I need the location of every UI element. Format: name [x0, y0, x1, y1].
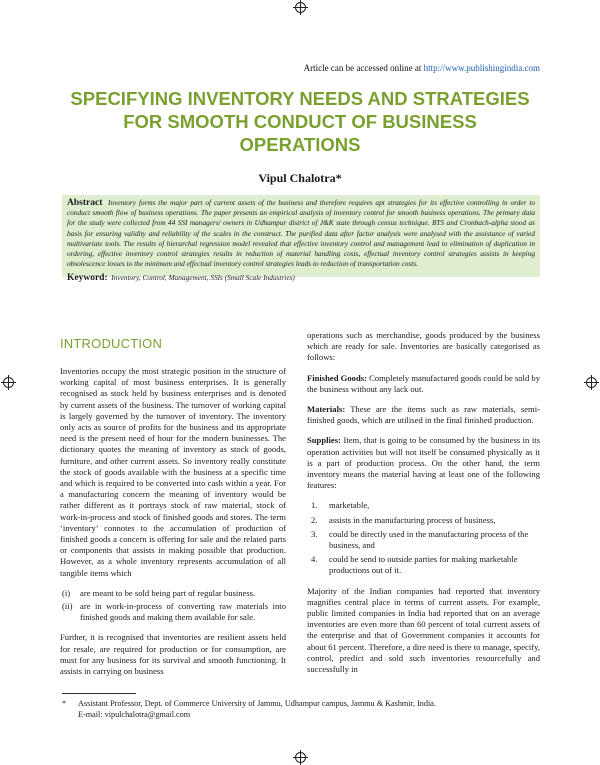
list-marker: 2.: [311, 514, 318, 525]
list-item: [60, 588, 286, 599]
footnote-affiliation-line: [62, 698, 436, 709]
list-item-text: assists in the manufacturing process of business,: [329, 514, 496, 525]
list-marker: (ii): [62, 601, 73, 612]
keyword-label: Keyword:: [67, 273, 108, 284]
list-item-text: marketable,: [329, 500, 370, 511]
list-marker: 4.: [311, 554, 318, 565]
materials-label: Materials:: [307, 404, 346, 415]
registration-mark-right: [586, 377, 597, 388]
paper-title: SPECIFYING INVENTORY NEEDS AND STRATEGIES FOR SMOOTH CONDUCT OF BUSINESS OPERATIONS: [70, 88, 530, 155]
author-name: Vipul Chalotra*: [258, 171, 342, 185]
supplies-text: Item, that is going to be consumed by the business in its operation activities but will not itself be consumed physically as it is a part of production process. On the other hand, the term inventory means the material having at least one of the following features:: [307, 435, 540, 491]
section-heading-introduction: INTRODUCTION: [60, 336, 163, 351]
finished-goods-text: Completely manufactured goods could be sold by the business without any lack out.: [307, 372, 540, 394]
list-item-text: could be send to outside parties for making marketable productions out of it.: [329, 554, 518, 576]
list-marker: 1.: [311, 500, 318, 511]
list-item-text: are in work-in-process of converting raw materials into finished goods and making them available for sale.: [80, 601, 286, 623]
list-item: [60, 601, 286, 623]
right-paragraph-2: Majority of the Indian companies had reported that inventory magnifies central place in terms of current assets. For example, public limited companies in India had reported that on an average inventories are even more than 60 percent of total current assets of the enterprise and that of Government companies it accounts for about 61 percent. Therefore, a dire need is there to manage, specify, control, predict and sold such inventories resourcefully and successfully in: [307, 585, 540, 675]
numbered-list: [307, 500, 540, 576]
left-column: [60, 330, 286, 686]
list-marker: (i): [62, 587, 71, 598]
right-paragraph-1: operations such as merchandise, goods produced by the business which are ready for sale. Inventories are basically categorised as follows:: [307, 330, 540, 363]
footnote-affiliation: Assistant Professor, Dept. of Commerce University of Jammu, Udhampur campus, Jammu & Kashmir, India.: [78, 699, 436, 708]
registration-mark-left: [3, 377, 14, 388]
abstract-text: Inventory forms the major part of current assets of the business and therefore requires apt strategies for its effective controlling in order to conduct smooth flow of business operations. The paper presents an empirical analysis of inventory control for smooth business operations. The primary data for the study were collected from 44 SSI managers/ owners in Udhampur district of J&K state through census technique. BTS and Cronbach-alpha stood as basis for ensuring validity and reliability of the scales in the construct. The purified data after factor analysis were analysed with the assistance of varied multivariate tools. The results of hierarchal regression model revealed that effective inventory control and management lead to elimination of duplication in ordering, effective inventory control strategies results in reduction of material handling costs, effectual inventory control strategies assists in keeping obsolescence losses to the minimum and effectual inventory control strategies leads to reduction of transportation costs.: [67, 198, 535, 269]
intro-paragraph-1: Inventories occupy the most strategic position in the structure of working capital of most business enterprises. It is generally recognised as stock held by business enterprises and is denoted by current assets of the business. The turnover of working capital is largely governed by the turnover of inventory. The inventory only acts as source of profits for the business and its appropriate need is the present need of hour for the modern businesses. The dictionary quotes the meaning of inventory as stock of goods, furniture, and other current assets. So inventory really constitute the stock of goods available with the business at a specific time and which is required to be converted into cash within a year. For a manufacturing concern the meaning of inventory would be rather different as it portrays stock of raw material, stock of work-in-process and stock of finished goods and stores. The term ‘inventory’ connotes to the accumulation of production of finished goods a concern is offering for sale and the related parts or components that assists in making possible that production. However, as a whole inventory represents accumulation of all tangible items which: [60, 366, 286, 578]
list-item: [307, 554, 540, 576]
list-marker: 3.: [311, 528, 318, 539]
footnote: [62, 698, 436, 720]
materials-paragraph: [307, 404, 540, 426]
finished-goods-label: Finished Goods:: [307, 372, 367, 383]
list-item: [307, 529, 540, 551]
list-item-text: are meant to be sold being part of regular business.: [80, 587, 256, 598]
finished-goods-paragraph: [307, 373, 540, 395]
roman-list: [60, 588, 286, 624]
right-column: [307, 330, 540, 684]
footnote-email[interactable]: E-mail: vipulchalotra@gmail.com: [78, 710, 191, 719]
materials-text: These are the items such as raw materials, semi-finished goods, which are utilised in the final finished production.: [307, 404, 540, 426]
supplies-paragraph: [307, 435, 540, 491]
keyword-paragraph: [67, 273, 535, 283]
list-item: [307, 500, 540, 511]
access-prefix: Article can be accessed online at: [303, 63, 422, 73]
list-item-text: could be directly used in the manufacturing process of the business, and: [329, 528, 529, 551]
abstract-label: Abstract: [67, 198, 103, 208]
footnote-rule: [62, 693, 136, 694]
footnote-marker: *: [62, 699, 67, 708]
supplies-label: Supplies:: [307, 435, 341, 446]
abstract-paragraph: [67, 198, 535, 269]
list-item: [307, 515, 540, 526]
abstract-box: [62, 195, 540, 284]
access-url-link[interactable]: http://www.publishingindia.com: [423, 63, 540, 73]
keyword-list: Inventory, Control, Management, SSIs (Small Scale Industries): [111, 273, 295, 283]
intro-paragraph-2: Further, it is recognised that inventories are resilient assets held for resale, are required for production or for consumption, are must for any business for its survival and smooth functioning. It assists in carrying on business: [60, 632, 286, 677]
access-line: [304, 63, 540, 73]
registration-mark-bottom: [295, 752, 306, 763]
registration-mark-top: [295, 2, 306, 13]
